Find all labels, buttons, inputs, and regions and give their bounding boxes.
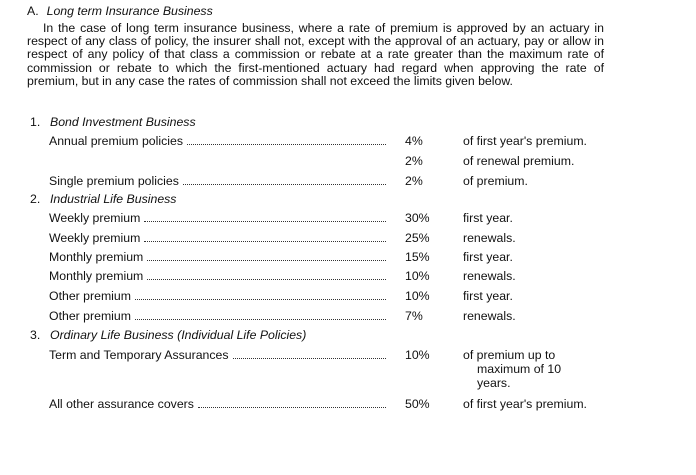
row-label: Single premium policies — [49, 174, 179, 188]
row-basis: first year. — [463, 250, 513, 264]
row-label: Monthly premium — [49, 269, 144, 283]
commission-row — [0, 154, 696, 168]
row-label: Weekly premium — [49, 211, 141, 225]
group-number: 3. — [30, 328, 41, 342]
row-basis: first year. — [463, 211, 513, 225]
row-label: All other assurance covers — [49, 397, 194, 411]
row-basis: of first year's premium. — [463, 397, 587, 411]
dot-leader — [233, 357, 386, 359]
group-title: Industrial Life Business — [50, 192, 177, 206]
row-basis: of first year's premium. — [463, 134, 587, 148]
dot-leader — [144, 220, 386, 222]
commission-row — [0, 231, 696, 245]
row-rate: 7% — [405, 309, 423, 323]
intro-paragraph: In the case of long term insurance business, where a rate of premium is approved by an actuary in respect of any class of policy, the insurer shall not, except with the approval of an actuary, pay or allow in respect of any policy of that class a commission or rebate at a rate greater than the maximum rate of commission or rebate to which the first-mentioned actuary had regard when approving the rate of premium, but in any case the rates of commission shall not exceed the limits given below. — [27, 21, 604, 88]
row-basis: of renewal premium. — [463, 154, 575, 168]
commission-row — [0, 174, 696, 188]
group-number: 1. — [30, 115, 41, 129]
row-basis-line: of premium up to — [463, 348, 556, 362]
row-rate: 30% — [405, 211, 430, 225]
row-rate: 10% — [405, 289, 430, 303]
dot-leader — [144, 240, 386, 242]
group-heading-bond-investment — [30, 115, 196, 129]
commission-row — [0, 134, 696, 148]
group-number: 2. — [30, 192, 41, 206]
row-basis: renewals. — [463, 309, 516, 323]
section-title: Long term Insurance Business — [46, 4, 213, 18]
row-basis-line: maximum of 10 — [477, 362, 562, 376]
row-rate: 10% — [405, 348, 430, 362]
row-label: Weekly premium — [49, 231, 141, 245]
row-label: Term and Temporary Assurances — [49, 348, 229, 362]
commission-row — [0, 397, 696, 411]
dot-leader — [135, 298, 386, 300]
dot-leader — [53, 154, 386, 155]
group-title: Ordinary Life Business (Individual Life Policies) — [50, 328, 307, 342]
row-rate: 25% — [405, 231, 430, 245]
row-rate: 2% — [405, 174, 423, 188]
commission-row — [0, 269, 696, 283]
row-label: Annual premium policies — [49, 134, 183, 148]
row-basis: first year. — [463, 289, 513, 303]
row-rate: 2% — [405, 154, 423, 168]
section-letter: A. — [27, 4, 39, 18]
row-basis: renewals. — [463, 269, 516, 283]
dot-leader — [187, 143, 386, 145]
row-label: Other premium — [49, 309, 132, 323]
row-rate: 15% — [405, 250, 430, 264]
group-heading-industrial-life — [30, 192, 176, 206]
dot-leader — [198, 406, 386, 408]
dot-leader — [135, 318, 386, 320]
row-label: Monthly premium — [49, 250, 144, 264]
row-basis: of premium. — [463, 174, 528, 188]
commission-row — [0, 309, 696, 323]
row-rate: 50% — [405, 397, 430, 411]
dot-leader — [147, 278, 386, 280]
row-rate: 10% — [405, 269, 430, 283]
row-basis-line: years. — [477, 376, 511, 390]
group-title: Bond Investment Business — [50, 115, 196, 129]
commission-row — [0, 289, 696, 303]
commission-row — [0, 250, 696, 264]
row-rate: 4% — [405, 134, 423, 148]
commission-row — [0, 348, 696, 390]
row-label: Other premium — [49, 289, 132, 303]
dot-leader — [183, 183, 386, 185]
row-basis: renewals. — [463, 231, 516, 245]
row-basis — [463, 348, 623, 390]
dot-leader — [147, 259, 386, 261]
group-heading-ordinary-life — [30, 328, 306, 342]
commission-row — [0, 211, 696, 225]
section-heading — [27, 4, 213, 18]
